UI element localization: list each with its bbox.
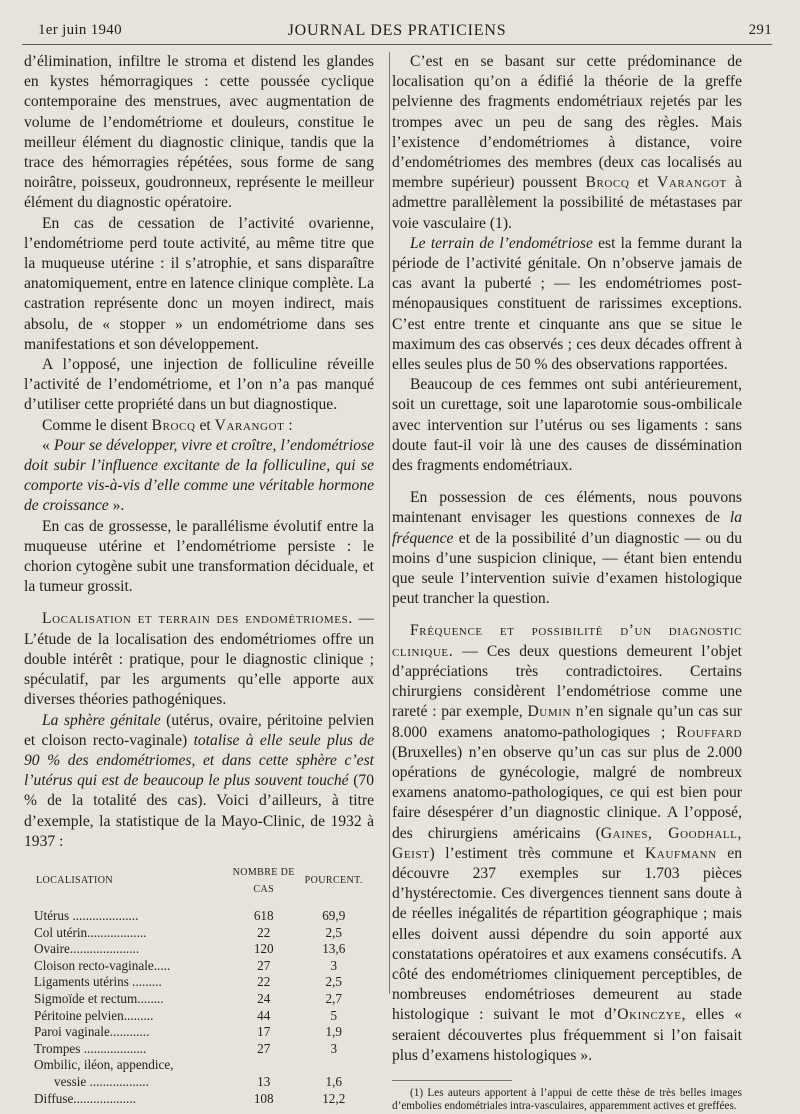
paragraph: [392, 488, 742, 609]
text-run: (70 % de la totalité des cas). Voici d’ailleurs, à titre d’exemple, la statistique de la Mayo-Clinic, de 1932 à 1937 :: [24, 772, 374, 850]
text-run: et: [629, 174, 658, 192]
case-count-cell: 108: [253, 1090, 274, 1106]
quote-text: Pour se développer, vivre et croître, l’endométriose doit subir l’influence excitante de la folliculine, qui se comporte vis-à-vis d’elle comme une véritable hormone de croissance: [24, 436, 375, 515]
localisation-cell: Trompes ...................: [34, 1040, 147, 1056]
text-run: , elles « seraient découvertes plus fréquemment si l’on faisait plus d’examens histologiques ».: [392, 1006, 742, 1064]
author-name: Dumin: [527, 703, 572, 721]
paragraph: d’élimination, infiltre le stroma et distend les glandes en kystes hémorragiques : cette poussée cyclique contemporaine des menstrues, avec augmentation de volume de l’endométriome et douleurs, constitue le meilleur élément du diagnostic clinique, tandis que la trace des hémorragies répétées, sous forme de sang noirâtre, poisseux, goudronneux, représente le meilleur élément du diagnostic opératoire.: [24, 53, 374, 212]
right-column: [392, 52, 742, 1114]
text-run: n’en signale qu’un cas sur 8.000 examens anatomo-pathologiques ;: [392, 703, 742, 741]
text-run: et: [195, 416, 215, 434]
percent-cell: 2,5: [325, 974, 342, 990]
localisation-cell: Ovaire.....................: [34, 941, 140, 957]
table-header-row: [28, 864, 368, 908]
text-run: à admettre parallèlement la possibilité de métastases par voie vasculaire (1).: [392, 174, 742, 232]
localisation-cell: Cloison recto-vaginale.....: [34, 957, 171, 973]
author-name: Gaines, Goodhall, Geist: [392, 824, 742, 862]
percent-cell: 2,5: [325, 924, 342, 940]
text-run: ».: [108, 497, 125, 515]
case-count-cell: 44: [257, 1007, 271, 1023]
table-row: [28, 974, 368, 991]
author-name: Varangot: [214, 416, 285, 434]
localisation-cell: Paroi vaginale............: [34, 1024, 150, 1040]
table-row: [28, 1074, 368, 1091]
author-name: Okinczye: [617, 1006, 682, 1024]
text-run: ) l’estiment très commune et: [429, 844, 646, 862]
localisation-cell: Ombilic, iléon, appendice,: [34, 1057, 174, 1073]
percent-cell: 3: [330, 957, 338, 973]
table-row: [28, 941, 368, 958]
paragraph: [392, 234, 742, 375]
footnote: (1) Les auteurs apportent à l’appui de cette thèse de très belles images d’embolies endométriales intra-vasculaires, apparemment actives et greffées.: [392, 1086, 742, 1113]
table-row: [28, 1008, 368, 1025]
case-count-cell: 24: [257, 991, 271, 1007]
percent-cell: 3: [330, 1040, 338, 1056]
case-count-cell: 13: [257, 1074, 271, 1090]
table-row: [28, 908, 368, 925]
case-count-cell: 22: [257, 974, 271, 990]
percent-cell: 5: [330, 1007, 338, 1023]
case-count-cell: 618: [253, 908, 274, 924]
localisation-cell: Péritoine pelvien.........: [34, 1007, 154, 1023]
table-row: [28, 1057, 368, 1074]
quotation: [24, 436, 374, 517]
section-heading: Localisation et terrain des endométriomes.: [42, 610, 353, 628]
paragraph: Beaucoup de ces femmes ont subi antérieurement, soit un curettage, soit une laparotomie sous-ombilicale avec intervention sur l’utérus ou ses ligaments : sans doute faut-il voir là une des causes de dissémination des fragments endométriaux.: [392, 376, 742, 475]
percent-cell: 13,6: [322, 941, 346, 957]
table-row: [28, 925, 368, 942]
header-date: 1er juin 1940: [38, 22, 122, 38]
author-name: Kaufmann: [645, 844, 717, 862]
text-run: est la femme durant la période de l’activité génitale. On n’observe jamais de cas avant la puberté ; — les endométriomes post-ménopausiques constituent de rarissimes exceptions. C’est entre trente et cinquante ans que se situe le maximum des cas observés ; ces deux décades offrent à elles seules plus de 50 % des observations rapportées.: [392, 234, 742, 374]
column-divider: [389, 52, 390, 994]
table-row: [28, 991, 368, 1008]
localisation-cell: Sigmoïde et rectum........: [34, 991, 164, 1007]
table-row: [28, 958, 368, 975]
section-heading: Fréquence et possibilité d’un diagnostic clinique.: [392, 622, 742, 660]
left-column: [24, 52, 374, 1107]
localisation-cell: Col utérin..................: [34, 924, 147, 940]
text-run: Comme le disent: [42, 416, 152, 434]
paragraph: [24, 711, 374, 852]
case-count-cell: 27: [257, 957, 271, 973]
paragraph: A l’opposé, une injection de folliculine réveille l’activité de l’endométriome, et l’on n’a pas manqué d’utiliser cette propriété dans un but diagnostique.: [24, 356, 374, 414]
text-run: C’est en se basant sur cette prédominance de localisation qu’on a édifié la théorie de la greffe pelvienne des fragments endométriaux rejetés par les trompes avec un peu de sang des règles. Mais l’existence d’endométriomes à distance, voire d’endométriomes des membres (deux cas localisés au membre supérieur) poussent: [392, 53, 742, 192]
author-name: Brocq: [151, 416, 196, 434]
section-paragraph: [24, 609, 374, 710]
localisation-cell: Utérus ....................: [34, 908, 139, 924]
paragraph: En cas de grossesse, le parallélisme évolutif entre la muqueuse utérine et l’endométriome persiste : le chorion cytogène subit une transformation déciduale, et la tumeur grossit.: [24, 517, 374, 596]
column-header: POURCENT.: [304, 875, 363, 887]
paragraph: En cas de cessation de l’activité ovarienne, l’endométriome perd toute activité, au même titre que la muqueuse utérine : il s’atrophie, et sans disparaître anatomiquement, entre en latence clinique complète. La castration représente donc un moyen indirect, mais absolu, de « stopper » un endométriome dans ses manifestations et son développement.: [24, 214, 374, 353]
author-name: Brocq: [585, 174, 630, 192]
text-run: en découvre 237 exemples sur 1.703 pièces d’hystérectomie. Ces divergences tiennent sans doute à de réelles inégalités de répartition géographique ; mais elles doivent aussi dépendre du soin apporté aux constatations opératoires et aux examens consécutifs. A côté des endométriomes cliniquement perceptibles, de nombreuses endométrioses demeurent au stade histologique : suivant le mot d’: [392, 844, 742, 1024]
column-header: NOMBRE DE CAS: [232, 866, 295, 895]
localisation-cell: Diffuse...................: [34, 1090, 136, 1106]
table-row: [28, 1024, 368, 1041]
section-paragraph: [392, 621, 742, 1065]
statistics-table: [28, 864, 368, 1107]
page-number: 291: [748, 22, 772, 38]
percent-cell: 12,2: [322, 1090, 346, 1106]
case-count-cell: 120: [253, 941, 274, 957]
emphasis: la fréquence: [392, 509, 742, 547]
author-name: Varangot: [657, 174, 727, 192]
text-run: — Ces deux questions demeurent l’objet d’appréciations très contradictoires. Certains chirurgiens considèrent l’endométriose comme une rareté : par exemple,: [392, 642, 742, 721]
percent-cell: [300, 1057, 369, 1074]
emphasis: totalise à elle seule plus de 90 % des endométriomes, et dans cette sphère c’est l’utérus qui est de beaucoup le plus souvent touché: [24, 731, 374, 790]
text-run: (Bruxelles) n’en observe qu’un cas sur plus de 2.000 opérations de gynécologie, malgré de nombreux examens anatomo-pathologiques, ce qui est bien pour faire désespérer d’un diagnostic clinique. A l’opposé, des chirurgiens américains (: [392, 743, 742, 842]
text-run: :: [284, 416, 293, 434]
table-row: [28, 1041, 368, 1058]
text-run: et de la possibilité d’un diagnostic — ou du moins d’une suspicion clinique, — étant bien entendu que seule l’intervention suivie d’examen histologique peut trancher la question.: [392, 529, 742, 608]
case-count-cell: [228, 1057, 300, 1074]
page-header: [22, 20, 772, 44]
column-header: LOCALISATION: [36, 875, 114, 887]
table-row: [28, 1091, 368, 1108]
case-count-cell: 22: [257, 924, 271, 940]
paragraph: [24, 416, 374, 436]
percent-cell: 1,9: [325, 1024, 342, 1040]
localisation-cell: Ligaments utérins .........: [34, 974, 162, 990]
paragraph: [392, 52, 742, 234]
emphasis: Le terrain de l’endométriose: [410, 234, 593, 252]
author-name: Rouffard: [676, 723, 742, 741]
text-run: En possession de ces éléments, nous pouvons maintenant envisager les questions connexes de: [392, 489, 742, 527]
footnote-rule: [392, 1080, 512, 1081]
header-rule: [22, 44, 772, 45]
text-run: «: [42, 436, 54, 454]
journal-title: JOURNAL DES PRATICIENS: [287, 22, 507, 39]
emphasis: La sphère génitale: [42, 711, 161, 729]
text-run: — L’étude de la localisation des endométriomes offre un double intérêt : pratique, pour le diagnostic clinique ; spéculatif, par les arguments qu’elle apporte aux diverses théories pathogéniques.: [24, 610, 374, 709]
percent-cell: 2,7: [325, 991, 342, 1007]
localisation-cell: vessie ..................: [54, 1074, 149, 1090]
percent-cell: 69,9: [322, 908, 346, 924]
case-count-cell: 17: [257, 1024, 271, 1040]
case-count-cell: 27: [257, 1040, 271, 1056]
percent-cell: 1,6: [325, 1074, 342, 1090]
text-run: (utérus, ovaire, péritoine pelvien et cloison recto-vaginale): [24, 711, 374, 749]
